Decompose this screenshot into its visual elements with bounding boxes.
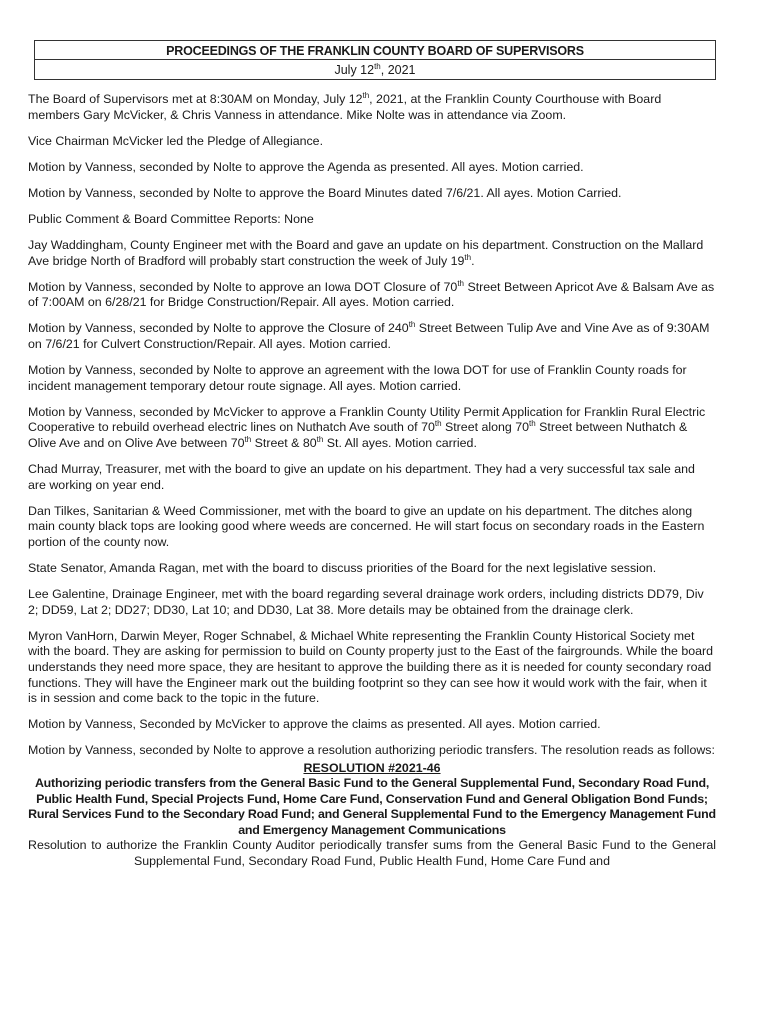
paragraph-public-comment: Public Comment & Board Committee Reports: None <box>28 211 314 226</box>
date-suffix: , 2021 <box>380 63 416 77</box>
paragraph-pledge: Vice Chairman McVicker led the Pledge of Allegiance. <box>28 133 324 148</box>
date-sup: th <box>374 61 381 71</box>
paragraph-claims-motion: Motion by Vanness, Seconded by McVicker to approve the claims as presented. All ayes. Motion carried. <box>28 717 601 732</box>
paragraph-utility-permit: Motion by Vanness, seconded by McVicker to approve a Franklin County Utility Permit Application for Franklin Rural Electric Cooperative to rebuild overhead electric lines on Nuthatch Ave south of 70th Street along 70th Street between Nuthatch & Olive Ave and on Olive Ave between 70th Street & 80th St. All ayes. Motion carried. <box>28 404 706 450</box>
resolution-text: Resolution to authorize the Franklin County Auditor periodically transfer sums from the General Basic Fund to the General Supplemental Fund, Secondary Road Fund, Public Health Fund, Home Care Fund and <box>28 838 716 869</box>
document-title: PROCEEDINGS OF THE FRANKLIN COUNTY BOARD OF SUPERVISORS <box>35 41 715 60</box>
resolution-subtitle: Authorizing periodic transfers from the General Basic Fund to the General Supplemental Fund, Secondary Road Fund, Public Health Fund, Special Projects Fund, Home Care Fund, Conservation Fund and General Obligation Bond Funds; Rural Services Fund to the Secondary Road Fund; and General Supplemental Fund to the Emergency Management Fund and Emergency Management Communications <box>28 776 716 837</box>
minutes-body <box>28 92 716 870</box>
paragraph-dot-agreement: Motion by Vanness, seconded by Nolte to approve an agreement with the Iowa DOT for use of Franklin County roads for incident management temporary detour route signage. All ayes. Motion carried. <box>28 363 687 393</box>
paragraph-agenda-motion: Motion by Vanness, seconded by Nolte to approve the Agenda as presented. All ayes. Motion carried. <box>28 159 584 174</box>
paragraph-historical-society: Myron VanHorn, Darwin Meyer, Roger Schnabel, & Michael White representing the Franklin County Historical Society met with the board. They are asking for permission to build on County property just to the East of the fairgrounds. While the board understands they need more space, they are hesitant to approve the building there as it is needed for county secondary road functions. They will have the Engineer mark out the building footprint so they can see how it would work with the fair, when it is in session and come back to the topic in the future. <box>28 628 714 706</box>
paragraph-minutes-motion: Motion by Vanness, seconded by Nolte to approve the Board Minutes dated 7/6/21. All ayes. Motion Carried. <box>28 185 622 200</box>
document-page <box>28 40 716 870</box>
paragraph-meeting-call: The Board of Supervisors met at 8:30AM on Monday, July 12th, 2021, at the Franklin County Courthouse with Board members Gary McVicker, & Chris Vanness in attendance. Mike Nolte was in attendance via Zoom. <box>28 90 662 122</box>
paragraph-resolution-motion: Motion by Vanness, seconded by Nolte to approve a resolution authorizing periodic transfers. The resolution reads as follows: <box>28 743 715 758</box>
date-prefix: July 12 <box>334 63 375 77</box>
resolution-block <box>28 761 716 870</box>
paragraph-closure-240th: Motion by Vanness, seconded by Nolte to approve the Closure of 240th Street Between Tulip Ave and Vine Ave as of 9:30AM on 7/6/21 for Culvert Construction/Repair. All ayes. Motion carried. <box>28 320 710 352</box>
paragraph-state-senator: State Senator, Amanda Ragan, met with the board to discuss priorities of the Board for the next legislative session. <box>28 561 657 576</box>
resolution-title: RESOLUTION #2021-46 <box>303 760 441 775</box>
header-box <box>34 40 716 80</box>
paragraph-sanitarian-update: Dan Tilkes, Sanitarian & Weed Commissioner, met with the board to give an update on his department. The ditches along main county black tops are looking good where weeds are concerned. He will start focus on secondary roads in the Eastern portion of the county now. <box>28 503 705 549</box>
paragraph-dot-closure-70th: Motion by Vanness, seconded by Nolte to approve an Iowa DOT Closure of 70th Street Between Apricot Ave & Balsam Ave as of 7:00AM on 6/28/21 for Bridge Construction/Repair. All ayes. Motion carried. <box>28 278 715 310</box>
paragraph-treasurer-update: Chad Murray, Treasurer, met with the board to give an update on his department. They had a very successful tax sale and are working on year end. <box>28 462 695 492</box>
meeting-date <box>35 60 715 79</box>
paragraph-engineer-update: Jay Waddingham, County Engineer met with the Board and gave an update on his department. Construction on the Mallard Ave bridge North of Bradford will probably start construction the week of July 19th. <box>28 238 704 268</box>
paragraph-drainage-engineer: Lee Galentine, Drainage Engineer, met with the board regarding several drainage work orders, including districts DD79, Div 2; DD59, Lat 2; DD27; DD30, Lat 10; and DD30, Lat 38. More details may be obtained from the drainage clerk. <box>28 587 704 617</box>
